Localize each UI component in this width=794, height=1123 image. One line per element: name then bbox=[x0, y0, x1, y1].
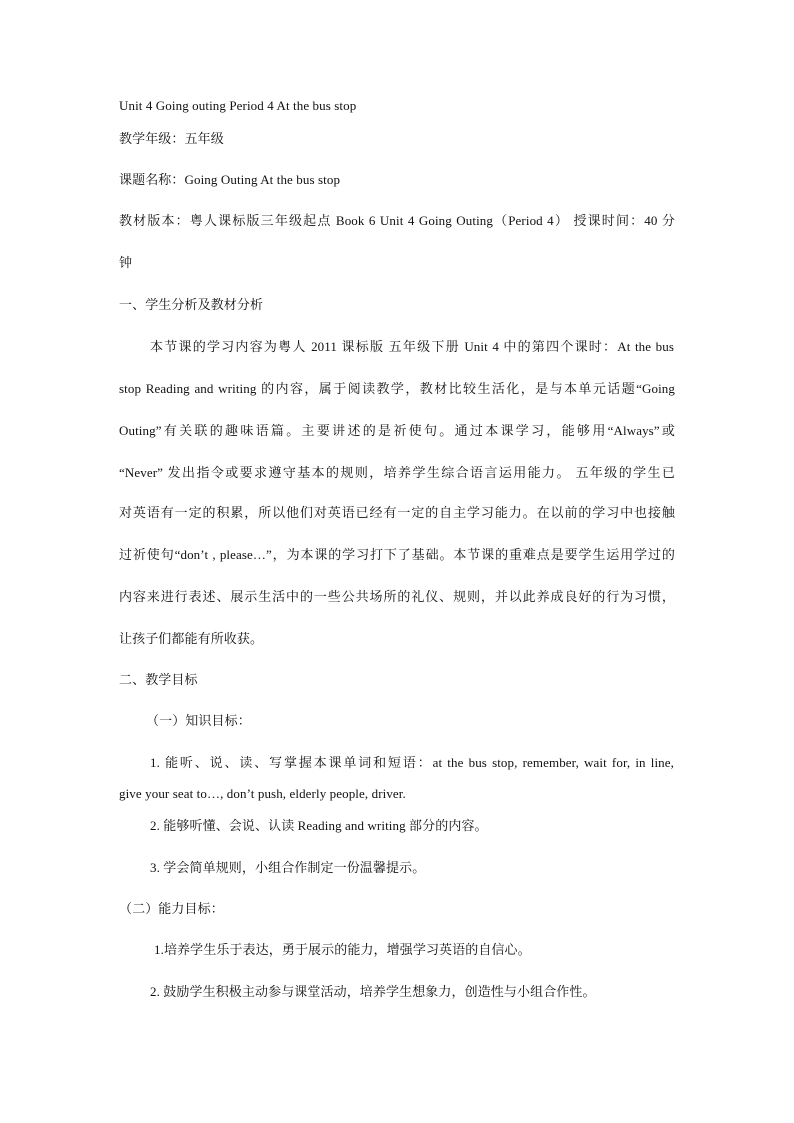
grade-line: 教学年级：五年级 bbox=[119, 131, 224, 146]
knowledge-item: 1. 能听、说、读、写掌握本课单词和短语：at the bus stop, remember, wait for, in line, bbox=[150, 755, 674, 770]
section-2-heading: 二、教学目标 bbox=[119, 672, 198, 687]
paragraph-line: 过祈使句“don’t , please…”，为本课的学习打下了基础。本节课的重难点是要学生运用学过的 bbox=[119, 547, 675, 562]
knowledge-item-continued: give your seat to…, don’t push, elderly people, driver. bbox=[119, 786, 406, 801]
paragraph-line: 对英语有一定的积累，所以他们对英语已经有一定的自主学习能力。在以前的学习中也接触 bbox=[119, 505, 675, 520]
edition-line: 教材版本：粤人课标版三年级起点 Book 6 Unit 4 Going Outing（Period 4） 授课时间：40 分 bbox=[119, 213, 675, 228]
ability-heading: （二）能力目标： bbox=[119, 901, 224, 916]
knowledge-item: 3. 学会简单规则，小组合作制定一份温馨提示。 bbox=[150, 860, 426, 875]
paragraph-line: “Never” 发出指令或要求遵守基本的规则，培养学生综合语言运用能力。 五年级的学生已 bbox=[119, 465, 675, 480]
paragraph-line: 让孩子们都能有所收获。 bbox=[119, 631, 264, 646]
document-title: Unit 4 Going outing Period 4 At the bus stop bbox=[119, 98, 357, 113]
paragraph-line: stop Reading and writing 的内容，属于阅读教学，教材比较生活化，是与本单元话题“Going bbox=[119, 381, 675, 396]
ability-item: 2. 鼓励学生积极主动参与课堂活动，培养学生想象力，创造性与小组合作性。 bbox=[150, 984, 596, 999]
section-1-heading: 一、学生分析及教材分析 bbox=[119, 297, 264, 312]
paragraph-line: 本节课的学习内容为粤人 2011 课标版 五年级下册 Unit 4 中的第四个课时：At the bus bbox=[150, 339, 674, 354]
ability-item: 1.培养学生乐于表达，勇于展示的能力，增强学习英语的自信心。 bbox=[154, 942, 531, 957]
edition-line-continued: 钟 bbox=[119, 255, 133, 270]
knowledge-heading: （一）知识目标： bbox=[146, 713, 251, 728]
paragraph-line: 内容来进行表述、展示生活中的一些公共场所的礼仪、规则，并以此养成良好的行为习惯， bbox=[119, 589, 675, 604]
knowledge-item: 2. 能够听懂、会说、认读 Reading and writing 部分的内容。 bbox=[150, 818, 488, 833]
topic-line: 课题名称：Going Outing At the bus stop bbox=[119, 172, 341, 187]
paragraph-line: Outing”有关联的趣味语篇。主要讲述的是祈使句。通过本课学习，能够用“Always”或 bbox=[119, 423, 675, 438]
